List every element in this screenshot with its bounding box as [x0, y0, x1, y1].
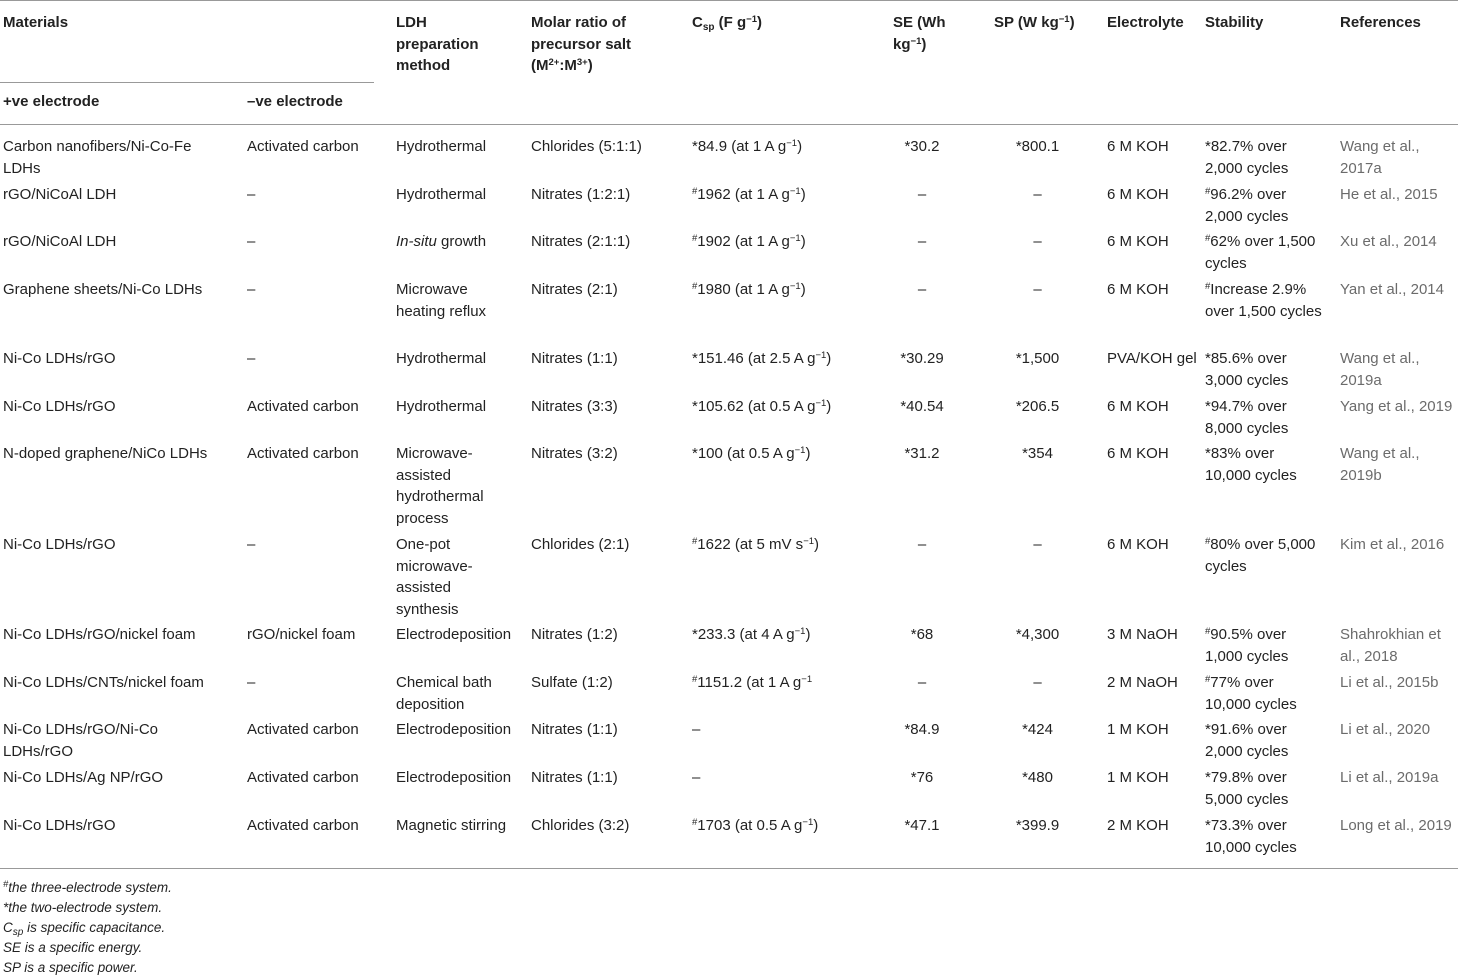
specific-power-cell: –	[1033, 233, 1042, 250]
electrolyte-cell: 6 M KOH	[1107, 281, 1169, 298]
footnote-csp: $C_{sp}$ is specific capacitance.	[3, 920, 166, 938]
positive-electrode-cell: Carbon nanofibers/Ni-Co-Fe LDHs	[3, 138, 192, 177]
molar-ratio-cell: Nitrates (2:1:1)	[531, 233, 631, 250]
stability-cell: #Increase 2.9% over 1,500 cycles	[1205, 281, 1322, 320]
negative-electrode-cell: Activated carbon	[247, 817, 359, 834]
header-csp: $C_{sp}$ (F $g^{-1}$)	[692, 14, 763, 33]
reference-cell: Xu et al., 2014	[1340, 233, 1437, 250]
specific-energy-cell: –	[917, 186, 927, 203]
method-cell: Electrodeposition	[396, 626, 512, 643]
footnote-three-electrode: #the three-electrode system.	[3, 879, 172, 895]
specific-energy-cell: –	[917, 674, 927, 691]
molar-ratio-cell: Nitrates (3:3)	[531, 398, 618, 415]
specific-energy-cell: *31.2	[904, 445, 940, 462]
specific-energy-cell: –	[917, 233, 927, 250]
electrolyte-cell: 6 M KOH	[1107, 445, 1169, 462]
electrolyte-cell: 3 M NaOH	[1107, 626, 1178, 643]
negative-electrode-cell: Activated carbon	[247, 721, 359, 738]
negative-electrode-cell: Activated carbon	[247, 398, 359, 415]
header-materials: Materials	[3, 14, 69, 31]
capacitance-cell: #1980 (at 1 A $g^{-1}$)	[692, 281, 806, 298]
electrolyte-cell: 6 M KOH	[1107, 536, 1169, 553]
negative-electrode-cell: Activated carbon	[247, 445, 359, 462]
stability-cell: #90.5% over 1,000 cycles	[1205, 626, 1289, 665]
negative-electrode-cell: –	[247, 674, 256, 691]
header-molar-text: Molar ratio of precursor salt	[531, 14, 632, 53]
molar-ratio-cell: Chlorides (5:1:1)	[531, 138, 642, 155]
specific-energy-cell: *47.1	[904, 817, 940, 834]
capacitance-cell: #1622 (at 5 mV $s^{-1}$)	[692, 536, 820, 553]
specific-power-cell: *206.5	[1015, 398, 1060, 415]
negative-electrode-cell: rGO/nickel foam	[247, 626, 356, 643]
reference-cell: Li et al., 2015b	[1340, 674, 1439, 691]
stability-cell: #80% over 5,000 cycles	[1205, 536, 1316, 575]
reference-cell: Kim et al., 2016	[1340, 536, 1445, 553]
capacitance-cell: *84.9 (at 1 A $g^{-1}$)	[692, 138, 803, 155]
capacitance-cell: #1703 (at 0.5 A $g^{-1}$)	[692, 817, 819, 834]
footnote-sp: SP is a specific power.	[3, 960, 138, 975]
capacitance-cell: *100 (at 0.5 A $g^{-1}$)	[692, 445, 811, 462]
specific-energy-cell: *30.2	[904, 138, 940, 155]
electrolyte-cell: 6 M KOH	[1107, 233, 1169, 250]
stability-cell: *82.7% over 2,000 cycles	[1205, 138, 1289, 177]
specific-power-cell: *800.1	[1015, 138, 1060, 155]
positive-electrode-cell: Ni-Co LDHs/CNTs/nickel foam	[3, 674, 204, 691]
header-bottom-rule	[0, 124, 1458, 125]
method-cell: Chemical bath deposition	[396, 674, 492, 713]
negative-electrode-cell: –	[247, 186, 256, 203]
reference-cell: Long et al., 2019	[1340, 817, 1452, 834]
header-stability: Stability	[1205, 14, 1264, 31]
positive-electrode-cell: Ni-Co LDHs/Ag NP/rGO	[3, 769, 164, 786]
stability-cell: *91.6% over 2,000 cycles	[1205, 721, 1289, 760]
negative-electrode-cell: Activated carbon	[247, 138, 359, 155]
capacitance-cell: *105.62 (at 0.5 A $g^{-1}$)	[692, 398, 832, 415]
positive-electrode-cell: Ni-Co LDHs/rGO	[3, 350, 116, 367]
header-molar-ion: $(M^{2+}:M^{3+})$	[531, 57, 593, 74]
materials-subrule	[0, 82, 374, 83]
specific-power-cell: *4,300	[1015, 626, 1060, 643]
specific-power-cell: *354	[1022, 445, 1053, 462]
molar-ratio-cell: Nitrates (1:1)	[531, 769, 618, 786]
capacitance-cell: *151.46 (at 2.5 A $g^{-1}$)	[692, 350, 832, 367]
electrolyte-cell: 1 M KOH	[1107, 721, 1169, 738]
electrolyte-cell: PVA/KOH gel	[1107, 350, 1197, 367]
electrolyte-cell: 6 M KOH	[1107, 398, 1169, 415]
specific-power-cell: *1,500	[1015, 350, 1060, 367]
negative-electrode-cell: –	[247, 233, 256, 250]
specific-energy-cell: *40.54	[900, 398, 944, 415]
positive-electrode-cell: Graphene sheets/Ni-Co LDHs	[3, 281, 203, 298]
negative-electrode-cell: –	[247, 281, 256, 298]
specific-energy-cell: *84.9	[904, 721, 940, 738]
positive-electrode-cell: Ni-Co LDHs/rGO/Ni-Co LDHs/rGO	[3, 721, 159, 760]
method-cell: Hydrothermal	[396, 138, 487, 155]
reference-cell: Yan et al., 2014	[1340, 281, 1444, 298]
method-cell: Microwave-assisted hydrothermal process	[396, 445, 484, 527]
molar-ratio-cell: Nitrates (1:1)	[531, 350, 618, 367]
negative-electrode-cell: –	[247, 536, 256, 553]
molar-ratio-cell: Nitrates (1:1)	[531, 721, 618, 738]
molar-ratio-cell: Chlorides (3:2)	[531, 817, 630, 834]
stability-cell: *94.7% over 8,000 cycles	[1205, 398, 1289, 437]
specific-power-cell: –	[1033, 186, 1042, 203]
molar-ratio-cell: Nitrates (2:1)	[531, 281, 618, 298]
reference-cell: Yang et al., 2019	[1340, 398, 1453, 415]
method-cell: Hydrothermal	[396, 350, 487, 367]
stability-cell: #77% over 10,000 cycles	[1205, 674, 1297, 713]
footnote-two-electrode: *the two-electrode system.	[3, 900, 163, 915]
positive-electrode-cell: rGO/NiCoAl LDH	[3, 233, 117, 250]
specific-energy-cell: *30.29	[900, 350, 944, 367]
specific-power-cell: *424	[1022, 721, 1053, 738]
stability-cell: #96.2% over 2,000 cycles	[1205, 186, 1289, 225]
header-negative-electrode: –ve electrode	[247, 93, 343, 110]
molar-ratio-cell: Chlorides (2:1)	[531, 536, 630, 553]
molar-ratio-cell: Nitrates (3:2)	[531, 445, 618, 462]
capacitance-cell: #1962 (at 1 A $g^{-1}$)	[692, 186, 806, 203]
electrolyte-cell: 6 M KOH	[1107, 186, 1169, 203]
specific-energy-cell: *76	[910, 769, 934, 786]
capacitance-cell: –	[692, 769, 701, 786]
reference-cell: Li et al., 2020	[1340, 721, 1431, 738]
top-rule	[0, 0, 1458, 1]
capacitance-cell: *233.3 (at 4 A $g^{-1}$)	[692, 626, 811, 643]
stability-cell: *73.3% over 10,000 cycles	[1205, 817, 1297, 856]
specific-energy-cell: –	[917, 281, 927, 298]
stability-cell: #62% over 1,500 cycles	[1205, 233, 1316, 272]
positive-electrode-cell: Ni-Co LDHs/rGO/nickel foam	[3, 626, 196, 643]
method-cell: Hydrothermal	[396, 398, 487, 415]
method-cell: Electrodeposition	[396, 721, 512, 738]
stability-cell: *83% over 10,000 cycles	[1205, 445, 1297, 484]
positive-electrode-cell: Ni-Co LDHs/rGO	[3, 398, 116, 415]
specific-power-cell: *399.9	[1015, 817, 1060, 834]
specific-power-cell: –	[1033, 281, 1042, 298]
header-positive-electrode: +ve electrode	[3, 93, 100, 110]
method-cell: Hydrothermal	[396, 186, 487, 203]
specific-power-cell: *480	[1022, 769, 1053, 786]
capacitance-cell: –	[692, 721, 701, 738]
reference-cell: Wang et al., 2017a	[1340, 138, 1420, 177]
header-specific-power: SP (W $kg^{-1}$)	[994, 14, 1075, 31]
specific-power-cell: –	[1033, 536, 1042, 553]
table-bottom-rule	[0, 868, 1458, 869]
method-cell: Magnetic stirring	[396, 817, 507, 834]
method-cell: One-pot microwave-assisted synthesis	[396, 536, 473, 618]
molar-ratio-cell: Sulfate (1:2)	[531, 674, 613, 691]
negative-electrode-cell: Activated carbon	[247, 769, 359, 786]
method-cell: Microwave heating reflux	[396, 281, 487, 320]
capacitance-cell: #1151.2 (at 1 A $g^{-1}$	[692, 674, 813, 691]
reference-cell: Wang et al., 2019a	[1340, 350, 1420, 389]
electrolyte-cell: 6 M KOH	[1107, 138, 1169, 155]
positive-electrode-cell: N-doped graphene/NiCo LDHs	[3, 445, 208, 462]
electrolyte-cell: 2 M KOH	[1107, 817, 1169, 834]
stability-cell: *85.6% over 3,000 cycles	[1205, 350, 1289, 389]
method-cell: Electrodeposition	[396, 769, 512, 786]
stability-cell: *79.8% over 5,000 cycles	[1205, 769, 1289, 808]
electrolyte-cell: 2 M NaOH	[1107, 674, 1178, 691]
specific-power-cell: –	[1033, 674, 1042, 691]
positive-electrode-cell: rGO/NiCoAl LDH	[3, 186, 117, 203]
positive-electrode-cell: Ni-Co LDHs/rGO	[3, 817, 116, 834]
header-electrolyte: Electrolyte	[1107, 14, 1184, 31]
method-cell: In-situ growth	[396, 233, 487, 250]
electrolyte-cell: 1 M KOH	[1107, 769, 1169, 786]
negative-electrode-cell: –	[247, 350, 256, 367]
molar-ratio-cell: Nitrates (1:2:1)	[531, 186, 631, 203]
reference-cell: Li et al., 2019a	[1340, 769, 1439, 786]
header-specific-energy: SE (Wh $kg^{-1}$)	[893, 14, 946, 53]
header-molar-ratio	[531, 12, 651, 77]
capacitance-cell: #1902 (at 1 A $g^{-1}$)	[692, 233, 806, 250]
header-references: References	[1340, 14, 1421, 31]
positive-electrode-cell: Ni-Co LDHs/rGO	[3, 536, 116, 553]
reference-cell: He et al., 2015	[1340, 186, 1438, 203]
specific-energy-cell: –	[917, 536, 927, 553]
footnote-se: SE is a specific energy.	[3, 940, 143, 955]
reference-cell: Wang et al., 2019b	[1340, 445, 1420, 484]
header-method: LDH preparation method	[396, 14, 479, 74]
molar-ratio-cell: Nitrates (1:2)	[531, 626, 618, 643]
specific-energy-cell: *68	[910, 626, 934, 643]
reference-cell: Shahrokhian et al., 2018	[1340, 626, 1441, 665]
